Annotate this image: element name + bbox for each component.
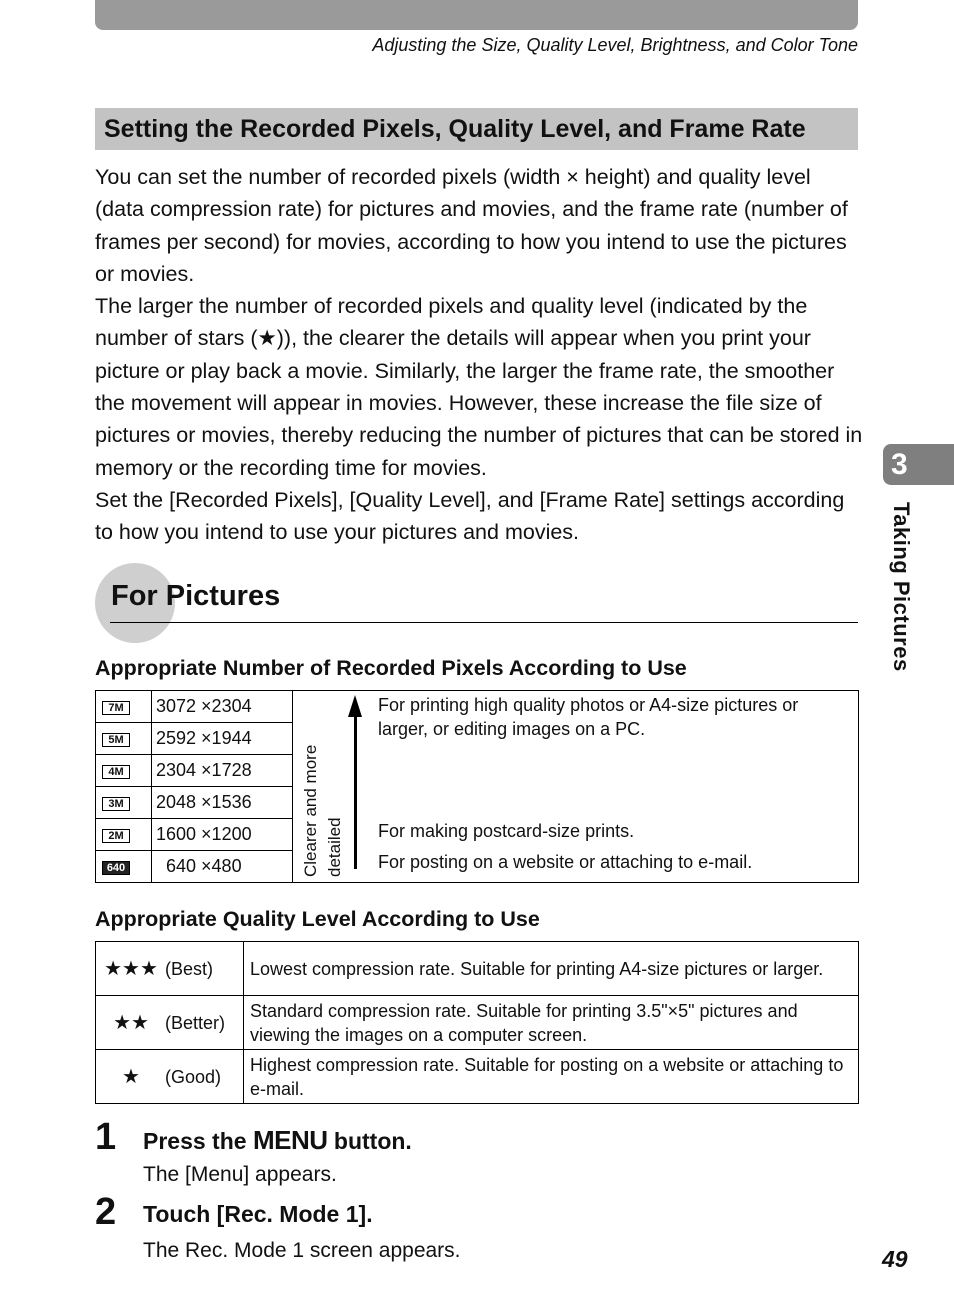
quality-description: Lowest compression rate. Suitable for printing A4-size pictures or larger.: [244, 942, 859, 996]
pixels-table-title: Appropriate Number of Recorded Pixels According to Use: [95, 656, 687, 680]
quality-label: (Good): [165, 1067, 222, 1087]
intro-paragraph-3: Set the [Recorded Pixels], [Quality Level], and [Frame Rate] settings according to how you intend to use your pictures and movies.: [95, 487, 845, 545]
intro-paragraph-2: The larger the number of recorded pixels and quality level (indicated by the number of stars (★)), the clearer the details will appear when you print your picture or play back a movie. Similarly, the larger the frame rate, the smoother the movement will appear in movies. However, these increase the file size of pictures or movies, thereby reducing the number of pictures that can be stored in memory or the recording time for movies.: [95, 294, 863, 480]
chapter-tab: 3: [883, 444, 954, 485]
step-1-title-pre: Press the: [143, 1128, 253, 1154]
5m-icon: 5M: [102, 733, 130, 747]
pixels-table: [95, 690, 859, 883]
resolution-cell: 2592 ×1944: [152, 723, 293, 755]
table-row: [96, 942, 859, 996]
step-1-title-post: button.: [327, 1128, 412, 1154]
chapter-label: Taking Pictures: [889, 502, 914, 672]
step-1-result: The [Menu] appears.: [143, 1163, 337, 1186]
2m-icon: 2M: [102, 829, 130, 843]
use-web: For posting on a website or attaching to e-mail.: [378, 852, 753, 872]
640-icon: 640: [102, 861, 130, 875]
quality-table: [95, 941, 859, 1104]
use-postcard: For making postcard-size prints.: [378, 821, 635, 841]
step-2-title: Touch [Rec. Mode 1].: [143, 1201, 373, 1227]
header-bar: [95, 0, 858, 30]
running-head: Adjusting the Size, Quality Level, Brightness, and Color Tone: [372, 35, 858, 55]
arrow-label: Clearer and more detailed: [301, 744, 344, 877]
quality-rating-cell: [96, 1050, 244, 1104]
step-1-title: [143, 1125, 412, 1156]
star-rating-icon: ★: [122, 1066, 140, 1088]
arrow-shaft: [354, 709, 357, 869]
star-rating-icon: ★★★: [104, 958, 158, 980]
step-1-number: 1: [95, 1116, 117, 1158]
quality-label: (Best): [165, 959, 214, 979]
quality-arrow: [293, 691, 373, 877]
star-rating-icon: ★★: [113, 1012, 149, 1034]
quality-description: Highest compression rate. Suitable for posting on a website or attaching to e-mail.: [244, 1050, 859, 1104]
for-pictures-heading: For Pictures: [111, 580, 281, 612]
use-high-quality: For printing high quality photos or A4-size pictures or larger, or editing images on a PC.: [378, 695, 799, 739]
intro-paragraph-1: You can set the number of recorded pixels (width × height) and quality level (data compression rate) for pictures and movies, and the frame rate (number of frames per second) for movies, according to how you intend to use the pictures or movies.: [95, 165, 848, 286]
resolution-cell: 3072 ×2304: [152, 691, 293, 723]
table-row: [96, 1050, 859, 1104]
quality-label: (Better): [165, 1013, 226, 1033]
intro-text: [95, 161, 865, 549]
quality-rating-cell: [96, 996, 244, 1050]
quality-table-title: Appropriate Quality Level According to Use: [95, 907, 540, 931]
heading-rule: [110, 622, 858, 623]
step-2-result: The Rec. Mode 1 screen appears.: [143, 1239, 461, 1262]
7m-icon: 7M: [102, 701, 130, 715]
step-2-number: 2: [95, 1191, 117, 1233]
usage-column: [293, 691, 859, 883]
quality-rating-cell: [96, 942, 244, 996]
resolution-cell: 2048 ×1536: [152, 787, 293, 819]
page-number: 49: [882, 1246, 908, 1272]
resolution-cell: 1600 ×1200: [152, 819, 293, 851]
table-row: [96, 996, 859, 1050]
resolution-cell: 2304 ×1728: [152, 755, 293, 787]
table-row: [96, 691, 859, 723]
4m-icon: 4M: [102, 765, 130, 779]
3m-icon: 3M: [102, 797, 130, 811]
quality-description: Standard compression rate. Suitable for printing 3.5"×5" pictures and viewing the images on a computer screen.: [244, 996, 859, 1050]
section-title: Setting the Recorded Pixels, Quality Level, and Frame Rate: [95, 108, 858, 150]
menu-key: MENU: [252, 1125, 328, 1155]
resolution-cell: 640 ×480: [152, 851, 293, 883]
